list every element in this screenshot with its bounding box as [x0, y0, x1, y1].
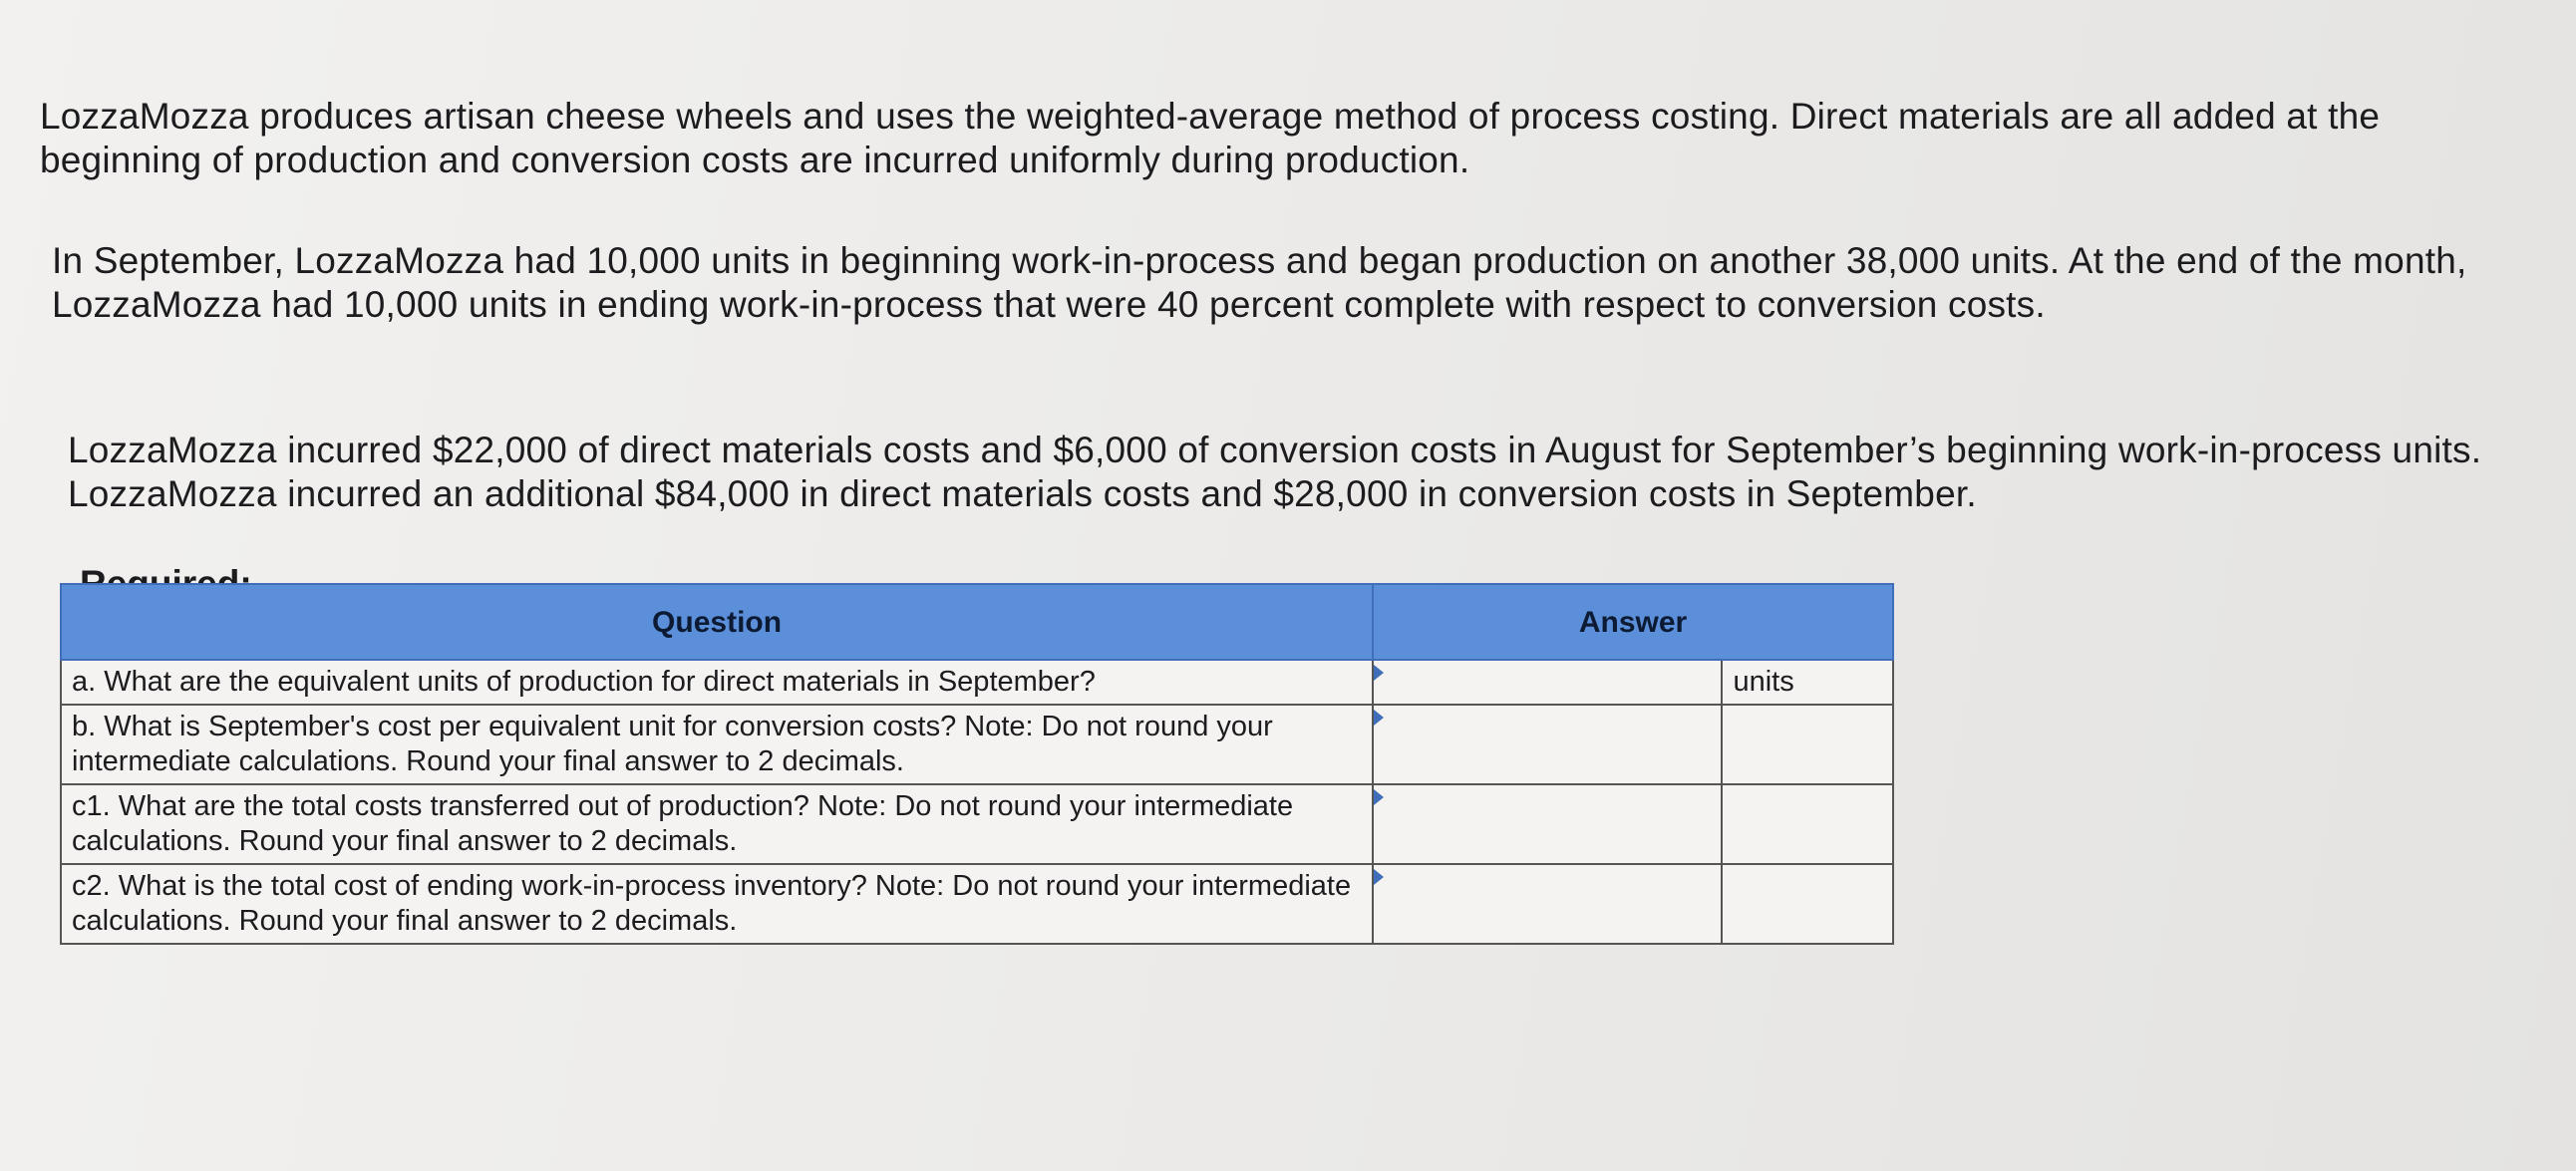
question-c1: c1. What are the total costs transferred out of production? Note: Do not round your intermediate calculations. Round your final answer to 2 decimals. — [61, 784, 1373, 864]
answer-a-input[interactable] — [1384, 665, 1711, 700]
answer-a-cell — [1373, 660, 1722, 705]
answer-b-cell — [1373, 705, 1722, 784]
answer-column-header: Answer — [1373, 584, 1893, 660]
question-c2: c2. What is the total cost of ending work-in-process inventory? Note: Do not round your intermediate calculations. Round your final answer to 2 decimals. — [61, 864, 1373, 944]
answer-b-unit — [1722, 705, 1893, 784]
answer-c1-unit — [1722, 784, 1893, 864]
answer-c2-cell — [1373, 864, 1722, 944]
question-answer-table — [60, 583, 1894, 945]
table-row — [61, 660, 1893, 705]
table-row — [61, 864, 1893, 944]
answer-c2-input[interactable] — [1384, 869, 1711, 904]
question-a: a. What are the equivalent units of production for direct materials in September? — [61, 660, 1373, 705]
question-column-header: Question — [61, 584, 1373, 660]
answer-c1-cell — [1373, 784, 1722, 864]
answer-b-input[interactable] — [1384, 710, 1711, 744]
question-b: b. What is September's cost per equivalent unit for conversion costs? Note: Do not round your intermediate calculations. Round your final answer to 2 decimals. — [61, 705, 1373, 784]
answer-a-unit: units — [1722, 660, 1893, 705]
dropdown-marker-icon — [1374, 869, 1384, 885]
table-row — [61, 784, 1893, 864]
dropdown-marker-icon — [1374, 665, 1384, 681]
intro-paragraph-1: LozzaMozza produces artisan cheese wheels and uses the weighted-average method of process costing. Direct materials are all added at the beginning of production and conversion costs are incurred uniformly during production. — [40, 96, 2381, 180]
answer-c1-input[interactable] — [1384, 789, 1711, 824]
answer-c2-unit — [1722, 864, 1893, 944]
intro-paragraph-3: LozzaMozza incurred $22,000 of direct materials costs and $6,000 of conversion costs in August for September’s beginning work-in-process units. LozzaMozza incurred an additional $84,000 in direct materials costs and $28,000 in conversion costs in September. — [68, 430, 2482, 514]
dropdown-marker-icon — [1374, 789, 1384, 805]
table-row — [61, 705, 1893, 784]
intro-paragraph-2: In September, LozzaMozza had 10,000 units in beginning work-in-process and began production on another 38,000 units. At the end of the month, LozzaMozza had 10,000 units in ending work-in-process that were 40 percent complete with respect to conversion costs. — [52, 240, 2467, 325]
dropdown-marker-icon — [1374, 710, 1384, 726]
table-header-row — [61, 584, 1893, 660]
